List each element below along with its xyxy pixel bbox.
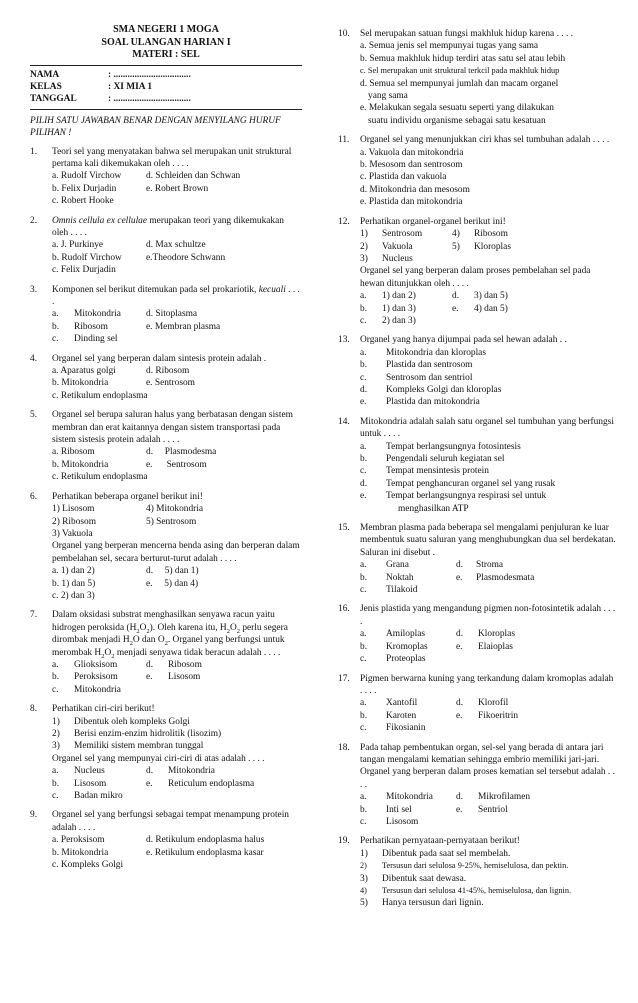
option-a[interactable]: a. Mitokondria bbox=[360, 792, 433, 803]
option-b[interactable]: b. Karoten bbox=[360, 710, 417, 721]
option-d[interactable]: d. Tempat penghancuran organel sel yang rusak bbox=[360, 478, 556, 489]
option-a[interactable]: a. Amiloplas bbox=[360, 629, 426, 640]
question-number: 16. bbox=[338, 604, 350, 615]
option-e[interactable]: e. Plastida dan mitokondria bbox=[360, 397, 480, 408]
right-column bbox=[338, 28, 616, 917]
question-number: 2. bbox=[30, 215, 38, 226]
identity-label: KELAS bbox=[30, 81, 62, 92]
option-c[interactable]: c. Kompleks Golgi bbox=[52, 860, 124, 871]
option-b[interactable]: b. Kromoplas bbox=[360, 641, 428, 652]
question-14 bbox=[338, 416, 616, 515]
question-10 bbox=[338, 28, 616, 127]
option-c[interactable]: c. Tempat mensintesis protein bbox=[360, 466, 489, 477]
option-c[interactable]: c. 2) dan 3) bbox=[360, 315, 416, 326]
list-row: 2) Vakuola 5) Kloroplas bbox=[360, 241, 511, 252]
option-e[interactable]: e. Membran plasma bbox=[146, 321, 221, 332]
question-number: 9. bbox=[30, 810, 38, 821]
statement-1: 1) Dibentuk pada saat sel membelah. bbox=[360, 848, 511, 859]
question-text: Jenis plastida yang mengandung pigmen non-fotosintetik adalah . . . . bbox=[360, 604, 616, 627]
question-number: 4. bbox=[30, 353, 38, 364]
option-d[interactable]: d. Sitoplasma bbox=[146, 309, 198, 320]
list-item: 3) Memiliki sistem membran tunggal bbox=[52, 741, 204, 752]
question-number: 18. bbox=[338, 742, 350, 753]
list-item: 2) Berisi enzim-enzim hidrolitik (lisozim) bbox=[52, 729, 222, 739]
list-row: 1) Sentrosom 4) Ribosom bbox=[360, 229, 508, 240]
option-e[interactable]: e. Retikulum endoplasma kasar bbox=[146, 847, 264, 858]
question-11 bbox=[338, 134, 616, 208]
option-b[interactable]: b. Pengendali seluruh kegiatan sel bbox=[360, 454, 505, 464]
question-text: Perhatikan ciri-ciri berikut! bbox=[52, 704, 155, 715]
option-b[interactable]: b. Peroksisom bbox=[52, 672, 118, 683]
option-e[interactable]: e. Sentrosom bbox=[146, 378, 195, 389]
question-text-main: Komponen sel berikut ditemukan pada sel prokariotik, bbox=[52, 284, 259, 295]
option-a[interactable]: a. Grana bbox=[360, 560, 409, 571]
question-text-rest: merupakan teori yang dikemukakan oleh . . . . bbox=[52, 215, 284, 238]
option-d[interactable]: d. Stroma bbox=[456, 560, 504, 571]
option-d[interactable]: d. Mitokondria bbox=[146, 766, 215, 777]
option-d[interactable]: d. Max schultze bbox=[146, 240, 206, 251]
option-e[interactable]: e. Robert Brown bbox=[146, 183, 209, 194]
option-a[interactable]: a. Glioksisom bbox=[52, 659, 118, 670]
question-16 bbox=[338, 603, 616, 665]
option-a[interactable]: a. Semua jenis sel mempunyai tugas yang sama bbox=[360, 41, 539, 52]
question-number: 6. bbox=[30, 491, 38, 502]
option-b[interactable]: b. Inti sel bbox=[360, 804, 412, 815]
question-18 bbox=[338, 742, 616, 829]
option-b[interactable]: b. Lisosom bbox=[52, 778, 107, 789]
question-number: 19. bbox=[338, 836, 350, 847]
question-text: Organel sel yang berperan dalam sintesis protein adalah . bbox=[52, 353, 267, 364]
identity-value: : ................................. bbox=[108, 69, 191, 80]
question-text: Sel merupakan satuan fungsi makhluk hidup karena . . . . bbox=[360, 29, 573, 39]
list-item: 1) Lisosom bbox=[52, 504, 95, 515]
option-a[interactable]: a. Aparatus golgi bbox=[52, 366, 116, 377]
question-text: Organel sel yang berfungsi sebagai tempat menampung protein adalah . . . . bbox=[52, 810, 289, 833]
option-d[interactable]: d. Semua sel mempunyai jumlah dan macam organel bbox=[360, 78, 559, 89]
option-c[interactable]: c. Felix Durjadin bbox=[52, 265, 116, 276]
statement-2: 2) Tersusun dari selulosa 9-25%, hemiselulosa, dan pektin. bbox=[360, 861, 569, 871]
question-number: 11. bbox=[338, 135, 350, 146]
identity-label: TANGGAL bbox=[30, 94, 77, 105]
option-a[interactable]: a. Mitokondria dan kloroplas bbox=[360, 347, 486, 358]
question-text: Membran plasma pada beberapa sel mengalami penjuluran ke luar membentuk suatu saluran yang menghubungkan dua sel berdekatan. Saluran ini disebut . bbox=[360, 523, 616, 558]
question-19 bbox=[338, 835, 616, 909]
divider bbox=[30, 109, 302, 110]
question-text: Organel sel berupa saluran halus yang berbatasan dengan sistem membran dan erat kaitannya dengan sistem transportasi pada sistem sistesis protein adalah . . . . bbox=[52, 410, 293, 446]
option-a[interactable]: a. Rudolf Virchow bbox=[52, 171, 122, 182]
divider bbox=[30, 65, 302, 66]
option-a[interactable]: a. Ribosom bbox=[52, 447, 95, 458]
option-a[interactable]: a. Tempat berlangsungnya fotosintesis bbox=[360, 441, 521, 452]
question-number: 12. bbox=[338, 216, 350, 227]
option-c[interactable]: c. Retikulum endoplasma bbox=[52, 390, 148, 401]
option-c[interactable]: c. Sentrosom dan sentriol bbox=[360, 372, 473, 383]
option-b[interactable]: b. Plastida dan sentrosom bbox=[360, 360, 473, 371]
option-b[interactable]: b. 1) dan 5) bbox=[52, 578, 96, 589]
question-text-2: Organel sel yang berperan dalam proses pembelahan sel pada hewan ditunjukkan oleh . . . . bbox=[360, 266, 591, 289]
question-6 bbox=[30, 491, 302, 603]
option-c[interactable]: c. Lisosom bbox=[360, 816, 419, 827]
question-7 bbox=[30, 609, 302, 696]
option-e[interactable]: e. Sentrosom bbox=[146, 459, 207, 470]
option-d[interactable]: d. Retikulum endoplasma halus bbox=[146, 835, 265, 846]
option-a[interactable]: a. Xantofil bbox=[360, 698, 418, 709]
question-number: 15. bbox=[338, 523, 350, 534]
statement-3: 3) Dibentuk saat dewasa. bbox=[360, 873, 467, 884]
option-e-cont: menghasilkan ATP bbox=[398, 503, 469, 514]
list-item: 4) Mitokondria bbox=[146, 504, 204, 515]
identity-row-name bbox=[30, 69, 302, 81]
question-9 bbox=[30, 809, 302, 871]
option-b[interactable]: b. Mitokondria bbox=[52, 378, 109, 389]
question-text: Perhatikan beberapa organel berikut ini! bbox=[52, 491, 203, 502]
question-text: Perhatikan pernyataan-pernyataan berikut! bbox=[360, 836, 520, 847]
option-c[interactable]: c. Robert Hooke bbox=[52, 196, 114, 207]
option-a[interactable]: a. J. Purkinye bbox=[52, 240, 104, 251]
option-c[interactable]: c. Badan mikro bbox=[52, 791, 123, 802]
option-d[interactable]: d. Klorofil bbox=[456, 698, 509, 709]
statement-4: 4) Tersusun dari selulosa 41-45%, hemiselulosa, dan lignin. bbox=[360, 886, 572, 895]
question-12 bbox=[338, 216, 616, 328]
option-d[interactable]: d. Plasmodesma bbox=[146, 447, 217, 458]
option-b[interactable]: b. Rudolf Virchow bbox=[52, 252, 122, 263]
option-b[interactable]: b. Mitokondria bbox=[52, 847, 109, 858]
list-item: 2) Ribosom bbox=[52, 516, 97, 527]
option-e[interactable]: e. Melakukan segala sesuatu seperti yang dilakukan bbox=[360, 103, 554, 114]
list-item: 3) Vakuola bbox=[52, 528, 93, 539]
option-e[interactable]: e. Tempat berlangsungnya respirasi sel untuk bbox=[360, 491, 547, 502]
identity-row-date bbox=[30, 93, 302, 105]
identity-block bbox=[30, 69, 302, 106]
question-text: Mitokondria adalah salah satu organel sel tumbuhan yang berfungsi untuk . . . . bbox=[360, 416, 614, 440]
option-b[interactable]: b. Semua makhluk hidup terdiri atas satu sel atau lebih bbox=[360, 53, 566, 64]
option-d[interactable]: d. Schleiden dan Schwan bbox=[146, 171, 241, 182]
option-a[interactable]: a. Mitokondria bbox=[52, 309, 121, 320]
option-c[interactable]: c. Dinding sel bbox=[52, 334, 118, 345]
identity-value: : XI MIA 1 bbox=[108, 81, 153, 92]
statement-5: 5) Hanya tersusun dari lignin. bbox=[360, 898, 484, 909]
question-text: Pada tahap pembentukan organ, sel-sel yang berada di antara jari tangan mengalami kematian sehingga embrio memiliki jari-jari. Organel yang berperan dalam proses kematian sel tersebut adalah . . . . bbox=[360, 742, 615, 790]
left-column bbox=[30, 24, 302, 878]
option-b[interactable]: b. 1) dan 3) bbox=[360, 303, 416, 314]
option-e[interactable]: e. 5) dan 4) bbox=[146, 578, 199, 589]
question-8 bbox=[30, 703, 302, 802]
question-number: 10. bbox=[338, 29, 350, 39]
option-b[interactable]: b. Mesosom dan sentrosom bbox=[360, 160, 463, 171]
option-e[interactable]: e. Lisosom bbox=[146, 672, 201, 683]
option-d[interactable]: d. 5) dan 1) bbox=[146, 566, 199, 577]
question-number: 1. bbox=[30, 146, 38, 157]
question-5 bbox=[30, 409, 302, 483]
question-4 bbox=[30, 353, 302, 403]
school-name: SMA NEGERI 1 MOGA bbox=[113, 24, 219, 35]
identity-row-class bbox=[30, 81, 302, 93]
option-d[interactable]: d. Kompleks Golgi dan kloroplas bbox=[360, 384, 502, 395]
option-a[interactable]: a. Vakuola dan mitokondria bbox=[360, 147, 464, 158]
option-c[interactable]: c. Proteoplas bbox=[360, 654, 426, 665]
question-text-2: Organel sel yang mempunyai ciri-ciri di atas adalah . . . . bbox=[52, 753, 265, 764]
question-text: Organel yang hanya dijumpai pada sel hewan adalah . . bbox=[360, 335, 567, 346]
option-c[interactable]: c. Retikulum endoplasma bbox=[52, 472, 148, 483]
option-c[interactable]: c. 2) dan 3) bbox=[52, 590, 95, 601]
option-b[interactable]: b. Noktah bbox=[360, 572, 414, 583]
option-b[interactable]: b. Mitokondria bbox=[52, 459, 109, 470]
question-text: Perhatikan organel-organel berikut ini! bbox=[360, 216, 506, 227]
instruction: PILIH SATU JAWABAN BENAR DENGAN MENYILANG HURUF PILIHAN ! bbox=[30, 115, 281, 139]
list-item: 1) Dibentuk oleh kompleks Golgi bbox=[52, 716, 190, 727]
question-1 bbox=[30, 146, 302, 208]
exam-title: SOAL ULANGAN HARIAN I bbox=[101, 36, 231, 48]
theory-name: Omnis cellula ex cellulae bbox=[52, 215, 148, 226]
option-d[interactable]: d. Ribosom bbox=[146, 366, 190, 377]
option-a[interactable]: a. Peroksisom bbox=[52, 835, 105, 846]
option-c[interactable]: c. Sel merupakan unit struktural terkcil pada makhluk hidup bbox=[360, 66, 560, 76]
option-a[interactable]: a. 1) dan 2) bbox=[360, 291, 416, 302]
question-15 bbox=[338, 522, 616, 596]
option-b[interactable]: b. Ribosom bbox=[52, 321, 108, 332]
question-number: 5. bbox=[30, 410, 38, 421]
question-text bbox=[52, 284, 302, 309]
question-3 bbox=[30, 284, 302, 346]
topic-title: MATERI : SEL bbox=[132, 49, 200, 60]
option-e[interactable]: e. Plasmodesmata bbox=[456, 572, 535, 583]
question-number: 14. bbox=[338, 416, 350, 427]
option-a[interactable]: a. 1) dan 2) bbox=[52, 566, 95, 577]
option-e[interactable]: e. Fikoeritrin bbox=[456, 710, 519, 721]
option-e[interactable]: e.Theodore Schwann bbox=[146, 252, 226, 263]
option-e[interactable]: e. Elaioplas bbox=[456, 641, 513, 652]
question-17 bbox=[338, 673, 616, 735]
question-number: 13. bbox=[338, 335, 350, 346]
option-d[interactable]: d. Kloroplas bbox=[456, 629, 515, 640]
option-d[interactable]: d. 3) dan 5) bbox=[452, 291, 508, 302]
identity-label: NAMA bbox=[30, 69, 60, 80]
question-number: 8. bbox=[30, 704, 38, 715]
list-item: 5) Sentrosom bbox=[146, 516, 197, 527]
question-number: 17. bbox=[338, 673, 350, 684]
question-13 bbox=[338, 334, 616, 408]
option-e-cont: suatu individu organisme sebagai satu kesatuan bbox=[368, 115, 546, 126]
option-e[interactable]: e. Sentriol bbox=[456, 804, 508, 815]
list-row: 3) Nucleus bbox=[360, 253, 413, 264]
option-d[interactable]: d. Ribosom bbox=[146, 659, 202, 670]
option-c[interactable]: c. Mitokondria bbox=[52, 684, 121, 695]
question-text: Dalam oksidasi substrat menghasilkan senyawa racun yaitu hidrogen peroksida $(H_2O_2)$. Oleh karena itu, $H_2O_2$ perlu segera dirombak menjadi $H_2O$ dan $O_2$. Organel yang berfungsi untuk merombak $H_2O_2$ menjadi senyawa tidak beracun adalah . . . . bbox=[52, 610, 288, 660]
option-e[interactable]: e. 4) dan 5) bbox=[452, 303, 508, 314]
option-c[interactable]: c. Tilakoid bbox=[360, 585, 418, 596]
option-e[interactable]: e. Plastida dan mitokondria bbox=[360, 197, 463, 208]
option-e[interactable]: e. Reticulum endoplasma bbox=[146, 778, 255, 789]
question-number: 7. bbox=[30, 610, 38, 621]
option-c[interactable]: c. Plastida dan vakuola bbox=[360, 172, 447, 183]
question-text-2: Organel yang berperan mencerna benda asing dan berperan dalam pembelahan sel, secara berturut-turut adalah . . . . bbox=[52, 541, 300, 564]
exam-header bbox=[30, 24, 302, 62]
question-number: 3. bbox=[30, 284, 38, 295]
identity-value: : ................................. bbox=[108, 94, 191, 105]
question-2 bbox=[30, 215, 302, 277]
option-a[interactable]: a. Nucleus bbox=[52, 766, 105, 777]
option-c[interactable]: c. Fikosianin bbox=[360, 723, 426, 734]
question-text: Pigmen berwarna kuning yang terkandung dalam kromoplas adalah . . . . bbox=[360, 673, 614, 696]
question-text: Organel sel yang menunjukkan ciri khas sel tumbuhan adalah . . . . bbox=[360, 135, 610, 146]
emphasis: kecuali bbox=[258, 284, 286, 295]
question-text: Teori sel yang menyatakan bahwa sel merupakan unit struktural pertama kali dikemukakan oleh . . . . bbox=[52, 146, 292, 169]
option-d-cont: yang sama bbox=[368, 91, 408, 102]
question-text-end: . . . . bbox=[52, 284, 300, 307]
option-d[interactable]: d. Mitokondria dan mesosom bbox=[360, 184, 470, 195]
option-d[interactable]: d. Mikrofilamen bbox=[456, 792, 531, 803]
option-b[interactable]: b. Felix Durjadin bbox=[52, 183, 117, 194]
question-text bbox=[52, 215, 302, 240]
